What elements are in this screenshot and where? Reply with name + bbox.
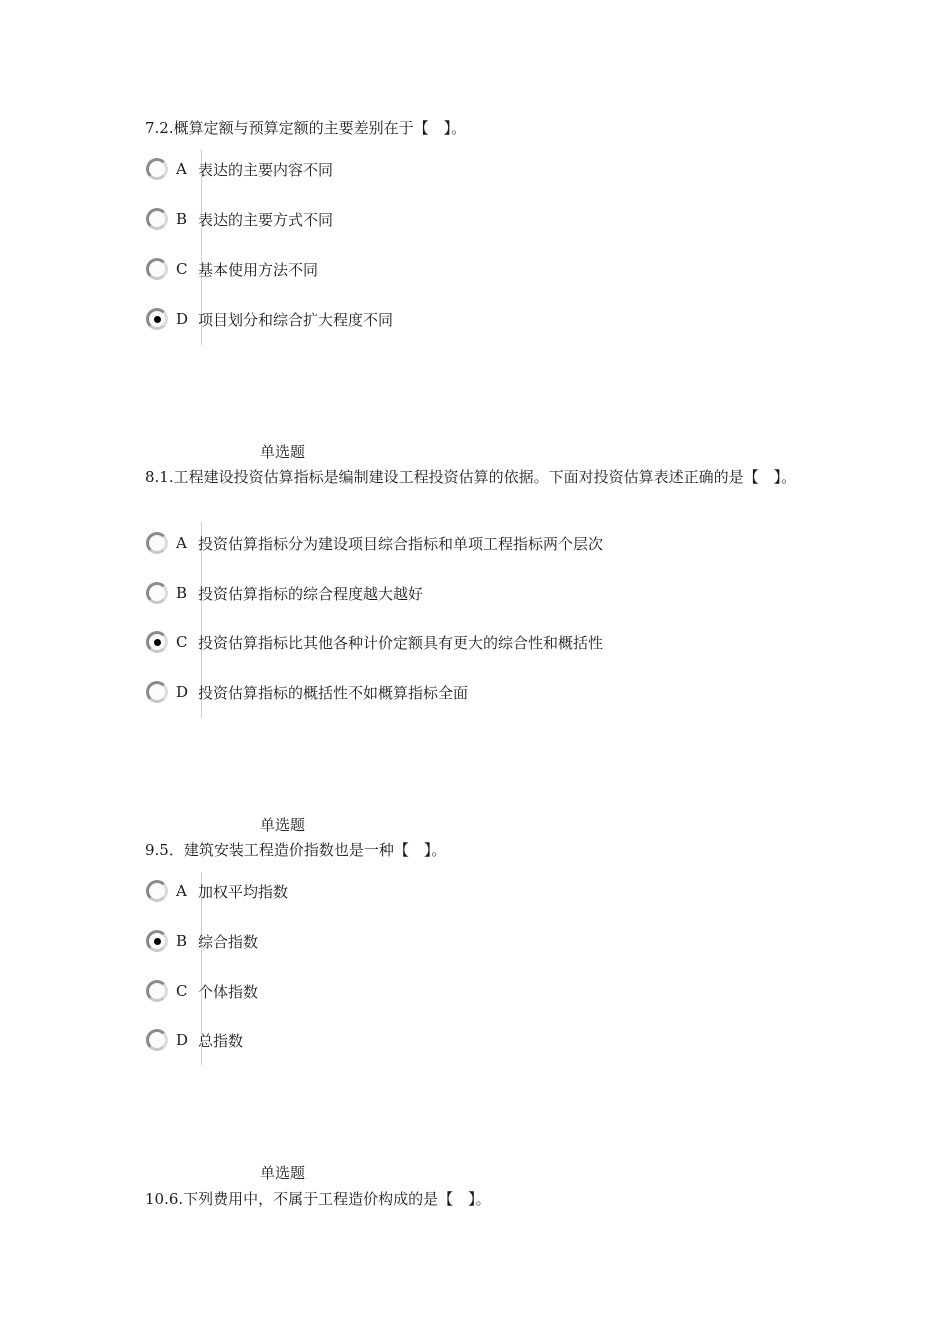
question-type-label: 单选题 (260, 1164, 306, 1182)
question-text: 7.2.概算定额与预算定额的主要差别在于【 】。 (145, 119, 467, 137)
radio-button[interactable] (146, 308, 168, 330)
radio-button[interactable] (146, 930, 168, 952)
question-text: 10.6.下列费用中，不属于工程造价构成的是【 】。 (145, 1190, 491, 1208)
radio-button[interactable] (146, 631, 168, 653)
radio-button[interactable] (146, 532, 168, 554)
question-text: 8.1.工程建设投资估算指标是编制建设工程投资估算的依据。下面对投资估算表述正确的是【 】。 (145, 468, 797, 486)
option-text: 综合指数 (198, 932, 259, 951)
option-letter: D (176, 310, 189, 328)
option-text: 投资估算指标的概括性不如概算指标全面 (198, 683, 469, 702)
option-c[interactable] (146, 254, 318, 284)
option-d[interactable] (146, 677, 468, 707)
option-d[interactable] (146, 1025, 243, 1055)
radio-button[interactable] (146, 880, 168, 902)
option-a[interactable] (146, 528, 603, 558)
question-type-label: 单选题 (260, 816, 306, 834)
option-c[interactable] (146, 976, 258, 1006)
option-text: 表达的主要内容不同 (198, 160, 334, 179)
option-b[interactable] (146, 578, 423, 608)
question-type-label: 单选题 (260, 443, 306, 461)
radio-button[interactable] (146, 1029, 168, 1051)
option-letter: C (176, 260, 188, 278)
radio-button[interactable] (146, 980, 168, 1002)
radio-button[interactable] (146, 582, 168, 604)
option-text: 表达的主要方式不同 (198, 210, 334, 229)
option-letter: C (176, 982, 188, 1000)
option-b[interactable] (146, 204, 333, 234)
option-letter: C (176, 633, 188, 651)
option-b[interactable] (146, 926, 258, 956)
question-text: 9.5．建筑安装工程造价指数也是一种【 】。 (145, 841, 447, 859)
option-letter: A (176, 534, 187, 552)
option-letter: B (176, 210, 188, 228)
radio-button[interactable] (146, 681, 168, 703)
option-text: 投资估算指标分为建设项目综合指标和单项工程指标两个层次 (198, 534, 604, 553)
option-d[interactable] (146, 304, 393, 334)
option-text: 加权平均指数 (198, 882, 289, 901)
option-text: 项目划分和综合扩大程度不同 (198, 310, 394, 329)
option-letter: D (176, 683, 189, 701)
radio-button[interactable] (146, 208, 168, 230)
option-letter: B (176, 932, 188, 950)
option-text: 投资估算指标比其他各种计价定额具有更大的综合性和概括性 (198, 633, 604, 652)
radio-button[interactable] (146, 158, 168, 180)
option-text: 投资估算指标的综合程度越大越好 (198, 584, 424, 603)
option-letter: A (176, 160, 187, 178)
option-a[interactable] (146, 876, 288, 906)
radio-button[interactable] (146, 258, 168, 280)
option-a[interactable] (146, 154, 333, 184)
option-letter: D (176, 1031, 189, 1049)
option-c[interactable] (146, 627, 603, 657)
option-text: 个体指数 (198, 982, 259, 1001)
option-letter: B (176, 584, 188, 602)
option-text: 基本使用方法不同 (198, 260, 319, 279)
option-letter: A (176, 882, 187, 900)
option-text: 总指数 (198, 1031, 244, 1050)
